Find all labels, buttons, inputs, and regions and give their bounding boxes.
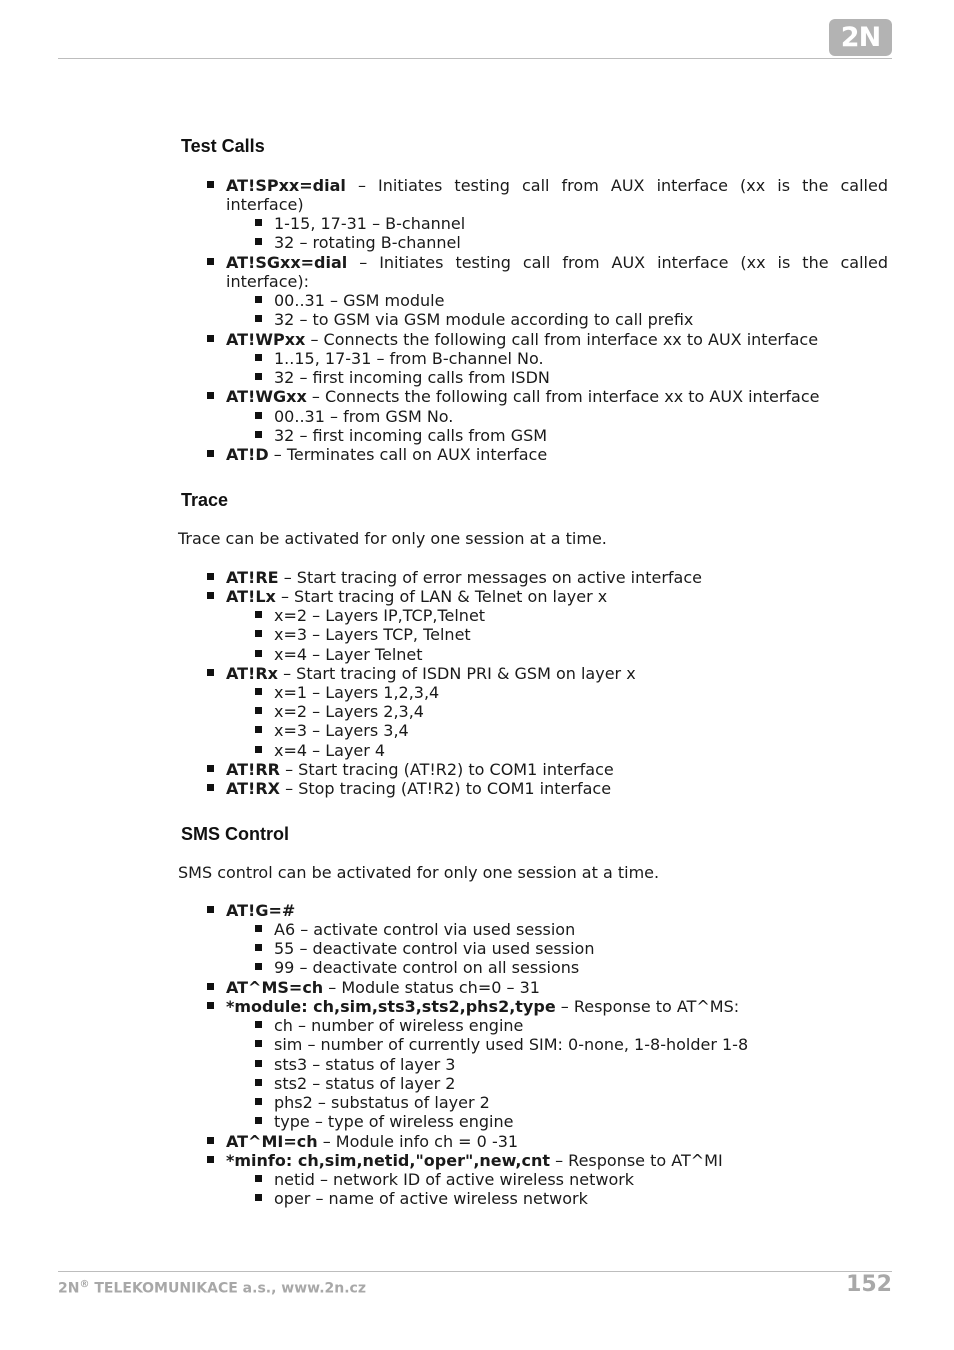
list-subitem: 55 – deactivate control via used session: [274, 939, 874, 958]
list-item: *module: ch,sim,sts3,sts2,phs2,type – Response to AT^MS:: [226, 997, 888, 1016]
list-item: AT!RR – Start tracing (AT!R2) to COM1 interface: [226, 760, 888, 779]
list-item: AT!G=#: [226, 901, 888, 920]
header-rule: [58, 58, 892, 59]
list-subitem: x=2 – Layers 2,3,4: [274, 702, 874, 721]
section-title-trace: Trace: [181, 490, 229, 510]
list-item: AT^MI=ch – Module info ch = 0 -31: [226, 1132, 888, 1151]
list-subitem: 1-15, 17-31 – B-channel: [274, 214, 874, 233]
list-item: *minfo: ch,sim,netid,"oper",new,cnt – Response to AT^MI: [226, 1151, 888, 1170]
section-intro-sms-control: SMS control can be activated for only one session at a time.: [178, 863, 660, 882]
list-subitem: x=4 – Layer Telnet: [274, 645, 874, 664]
list-subitem: x=1 – Layers 1,2,3,4: [274, 683, 874, 702]
list-subitem: 1..15, 17-31 – from B-channel No.: [274, 349, 874, 368]
list-item: AT!SPxx=dial – Initiates testing call from AUX interface (xx is the called interface): [226, 176, 888, 214]
list-item: AT!WGxx – Connects the following call from interface xx to AUX interface: [226, 387, 888, 406]
list-subitem: 00..31 – GSM module: [274, 291, 874, 310]
list-subitem: oper – name of active wireless network: [274, 1189, 874, 1208]
list-subitem: 32 – first incoming calls from ISDN: [274, 368, 874, 387]
list-item: AT!RX – Stop tracing (AT!R2) to COM1 interface: [226, 779, 888, 798]
section-title-sms-control: SMS Control: [181, 824, 289, 844]
footer-rule: [58, 1271, 892, 1272]
list-item: AT!WPxx – Connects the following call from interface xx to AUX interface: [226, 330, 888, 349]
list-subitem: x=3 – Layers 3,4: [274, 721, 874, 740]
list-subitem: 99 – deactivate control on all sessions: [274, 958, 874, 977]
list-subitem: 32 – to GSM via GSM module according to call prefix: [274, 310, 874, 329]
list-item: AT!RE – Start tracing of error messages on active interface: [226, 568, 888, 587]
list-subitem: netid – network ID of active wireless network: [274, 1170, 874, 1189]
section-title-test-calls: Test Calls: [181, 136, 265, 156]
list-subitem: x=3 – Layers TCP, Telnet: [274, 625, 874, 644]
list-item: AT!D – Terminates call on AUX interface: [226, 445, 888, 464]
list-subitem: x=4 – Layer 4: [274, 741, 874, 760]
header-logo: 2N: [829, 19, 892, 56]
section-intro-trace: Trace can be activated for only one session at a time.: [178, 529, 607, 548]
list-subitem: A6 – activate control via used session: [274, 920, 874, 939]
list-subitem: x=2 – Layers IP,TCP,Telnet: [274, 606, 874, 625]
footer-company: 2N® TELEKOMUNIKACE a.s., www.2n.cz: [58, 1279, 366, 1297]
list-subitem: type – type of wireless engine: [274, 1112, 874, 1131]
list-subitem: 32 – rotating B-channel: [274, 233, 874, 252]
list-subitem: sts2 – status of layer 2: [274, 1074, 874, 1093]
list-subitem: 00..31 – from GSM No.: [274, 407, 874, 426]
list-item: AT!Lx – Start tracing of LAN & Telnet on layer x: [226, 587, 888, 606]
list-item: AT^MS=ch – Module status ch=0 – 31: [226, 978, 888, 997]
list-subitem: 32 – first incoming calls from GSM: [274, 426, 874, 445]
list-subitem: sts3 – status of layer 3: [274, 1055, 874, 1074]
list-subitem: phs2 – substatus of layer 2: [274, 1093, 874, 1112]
list-item: AT!SGxx=dial – Initiates testing call from AUX interface (xx is the called interface):: [226, 253, 888, 291]
list-subitem: sim – number of currently used SIM: 0-none, 1-8-holder 1-8: [274, 1035, 874, 1054]
page-number: 152: [846, 1272, 892, 1297]
list-item: AT!Rx – Start tracing of ISDN PRI & GSM on layer x: [226, 664, 888, 683]
list-subitem: ch – number of wireless engine: [274, 1016, 874, 1035]
